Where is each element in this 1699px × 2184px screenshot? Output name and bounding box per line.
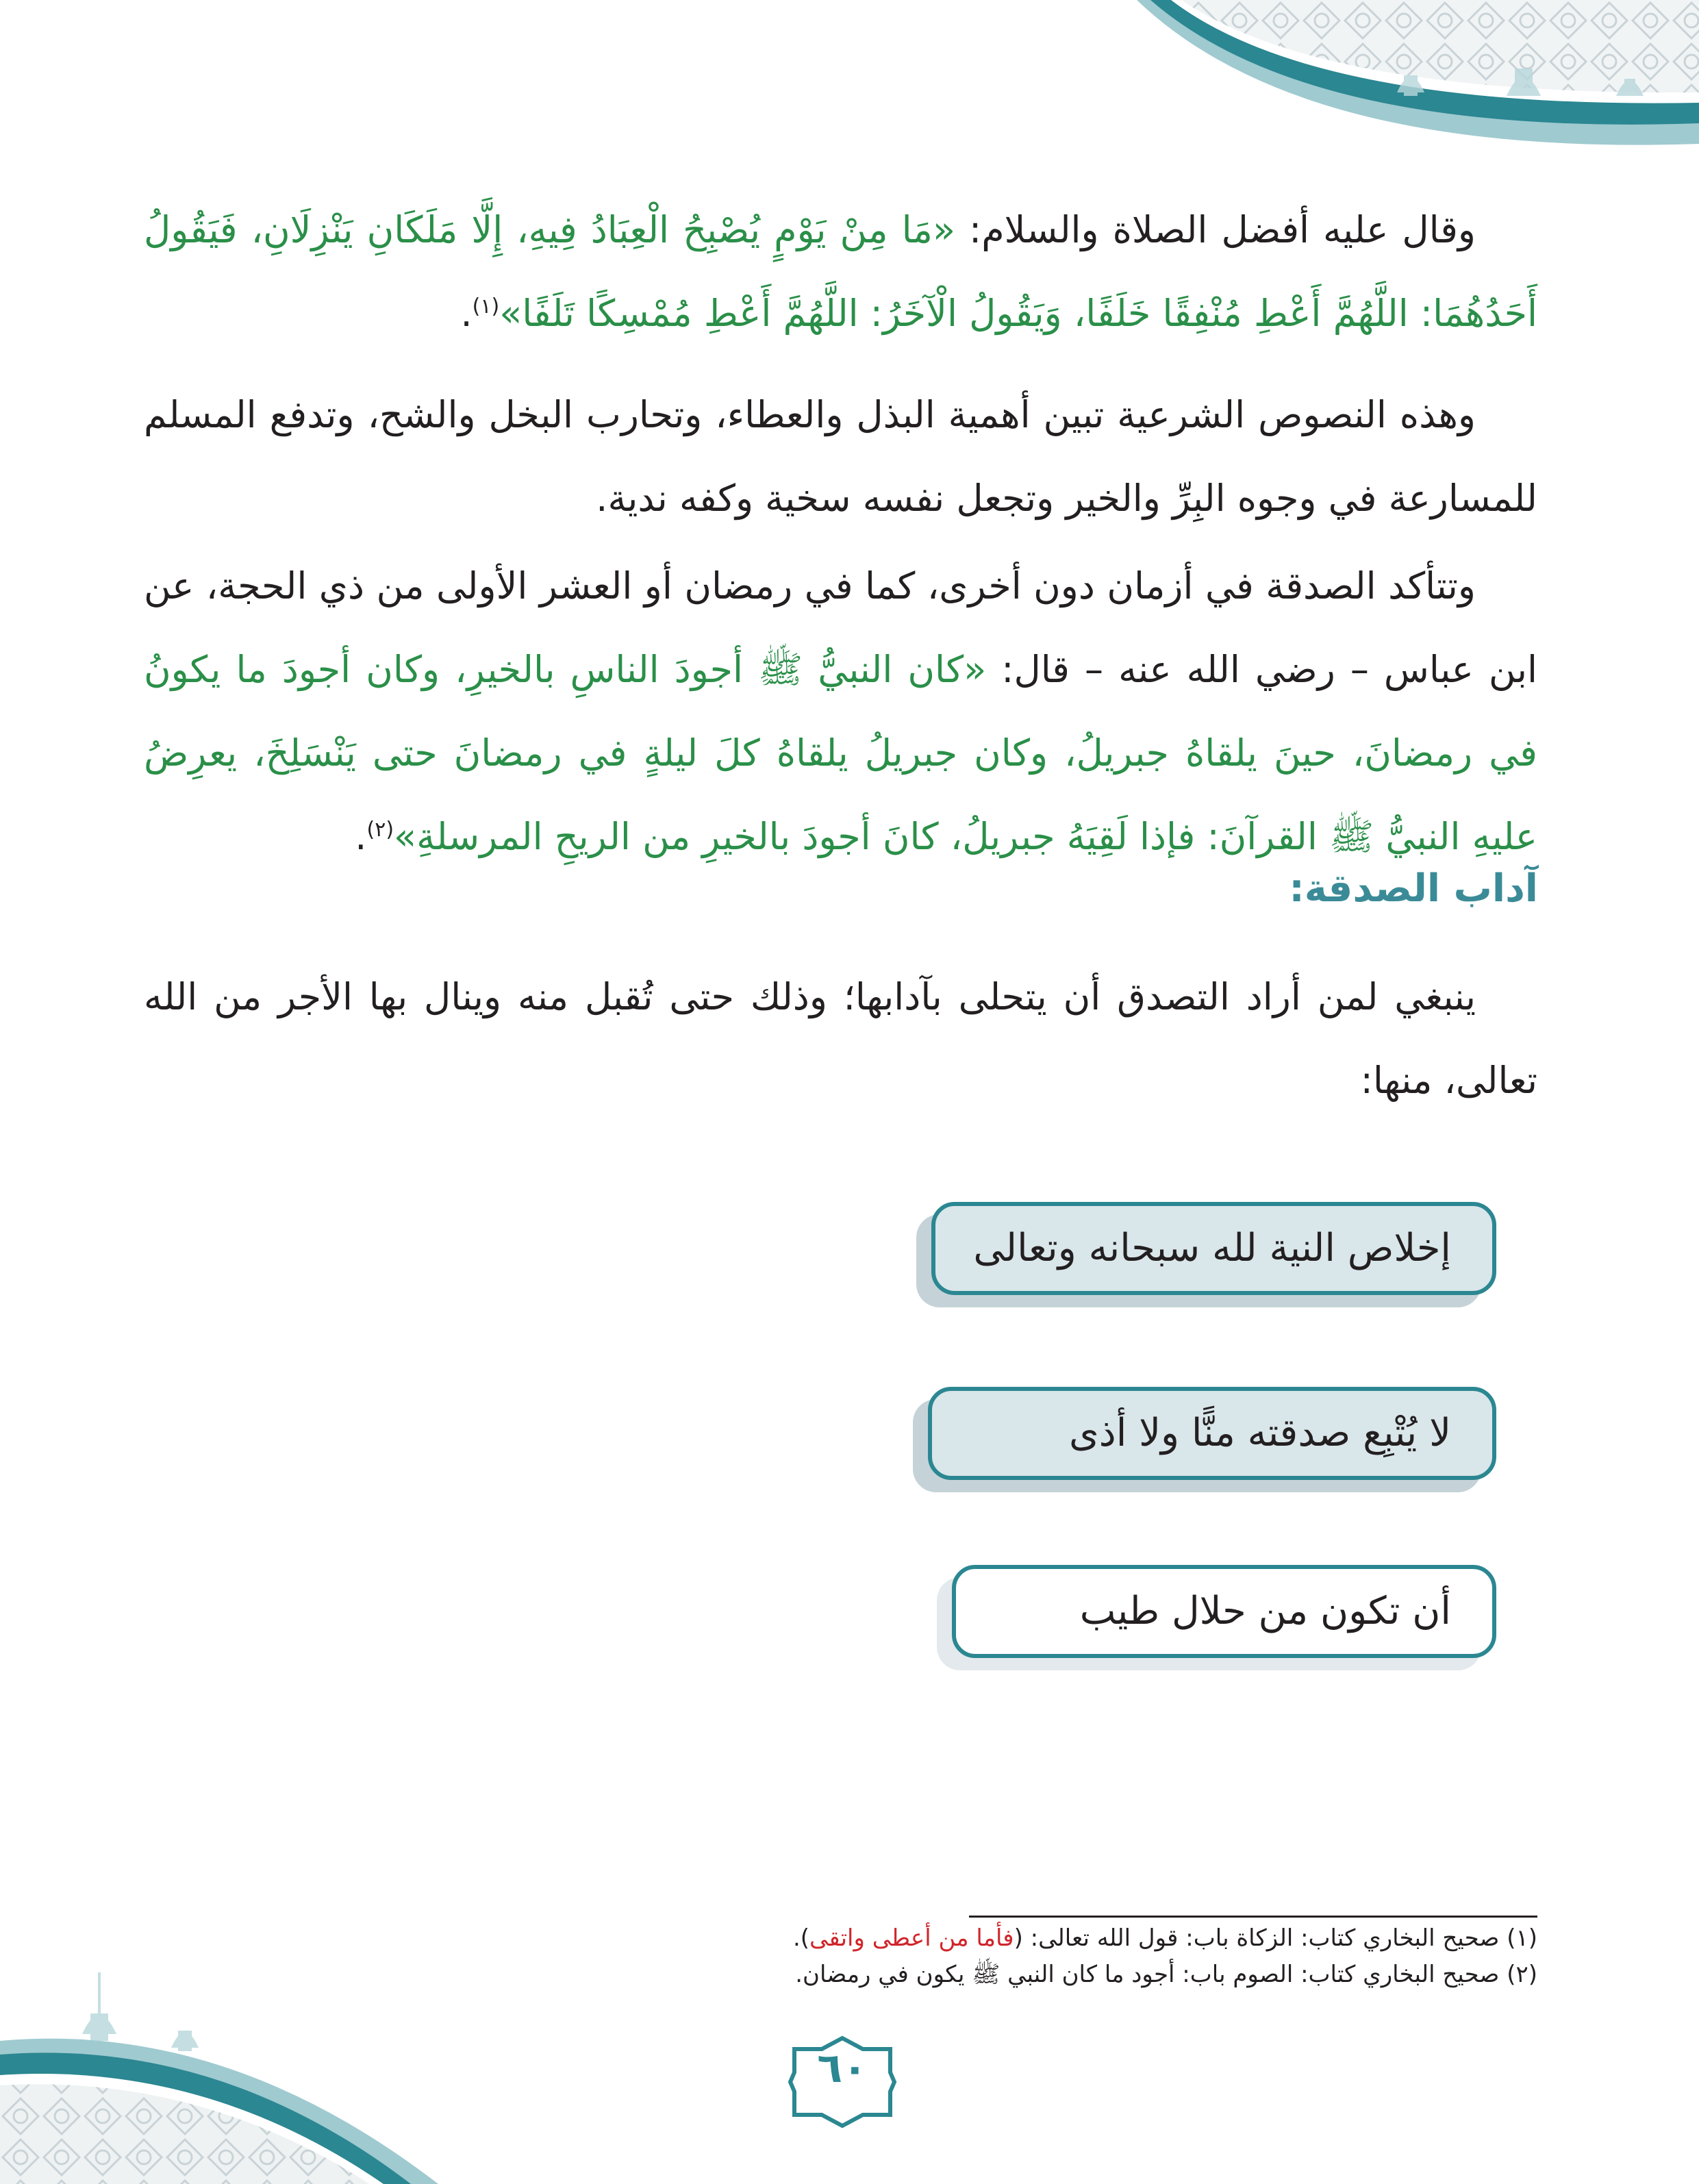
footnote-1-verse: فأما من أعطى واتقى: [809, 1924, 1014, 1952]
paragraph-hadith-angels: [144, 188, 1537, 355]
footnote-1-prefix: (١) صحيح البخاري كتاب: الزكاة باب: قول الله تعالى: (: [1014, 1924, 1537, 1952]
manner-item-no-reproach: [928, 1387, 1496, 1480]
footnote-2: (٢) صحيح البخاري كتاب: الصوم باب: أجود ما كان النبي ﷺ يكون في رمضان.: [795, 1961, 1537, 1988]
manner-item-label: لا يُتْبِع صدقته منًّا ولا أذى: [1068, 1411, 1451, 1455]
top-corner-ornament: [1096, 0, 1699, 178]
page-number: ٦٠: [817, 2044, 868, 2092]
footnote-ref-1[interactable]: (١): [472, 294, 500, 318]
manner-item-sincerity: [931, 1202, 1496, 1295]
para1-end: .: [460, 292, 473, 335]
footnote-divider: [969, 1916, 1537, 1918]
paragraph-manners-intro: [144, 955, 1537, 1122]
para2-text: وهذه النصوص الشرعية تبين أهمية البذل والعطاء، وتحارب البخل والشح، وتدفع المسلم للمسارعة في وجوه البِرِّ والخير وتجعل نفسه سخية وكفه ندية.: [144, 393, 1537, 520]
para3-quote: «كان النبيُّ ﷺ أجودَ الناسِ بالخيرِ، وكان أجودَ ما يكونُ في رمضانَ، حينَ يلقاهُ جبريلُ، وكان جبريلُ يلقاهُ كلَ ليلةٍ في رمضانَ حتى يَنْسَلِخَ، يعرِضُ عليهِ النبيُّ ﷺ القرآنَ: فإذا لَقِيَهُ جبريلُ، كانَ أجودَ بالخيرِ من الريحِ المرسلةِ»: [144, 648, 1537, 858]
para4-text: ينبغي لمن أراد التصدق أن يتحلى بآدابها؛ وذلك حتى تُقبل منه وينال بها الأجر من الله تعالى، منها:: [144, 975, 1537, 1102]
para3-intro: وتتأكد الصدقة في أزمان دون أخرى، كما في رمضان أو العشر الأولى من ذي الحجة، عن ابن عباس – رضي الله عنه – قال:: [144, 564, 1537, 691]
manner-item-label: إخلاص النية لله سبحانه وتعالى: [973, 1226, 1451, 1270]
footnote-ref-2[interactable]: (٢): [366, 818, 394, 842]
para1-intro: وقال عليه أفضل الصلاة والسلام:: [955, 208, 1476, 251]
footnote-1: [793, 1924, 1537, 1952]
manner-item-label: أن تكون من حلال طيب: [1079, 1589, 1451, 1633]
footnote-1-suffix: ).: [792, 1924, 810, 1952]
manner-item-halal: [952, 1565, 1496, 1658]
paragraph-ramadan: [144, 544, 1537, 879]
paragraph-importance: [144, 373, 1537, 540]
para1-quote: «مَا مِنْ يَوْمٍ يُصْبِحُ الْعِبَادُ فِيهِ، إِلَّا مَلَكَانِ يَنْزِلَانِ، فَيَقُولُ أَحَدُهُمَا: اللَّهُمَّ أَعْطِ مُنْفِقًا خَلَفًا، وَيَقُولُ الْآخَرُ: اللَّهُمَّ أَعْطِ مُمْسِكًا تَلَفًا»: [144, 208, 1537, 335]
bottom-corner-ornament: [0, 1972, 479, 2184]
section-heading: آداب الصدقة:: [1289, 866, 1538, 911]
para3-end: .: [355, 815, 367, 858]
